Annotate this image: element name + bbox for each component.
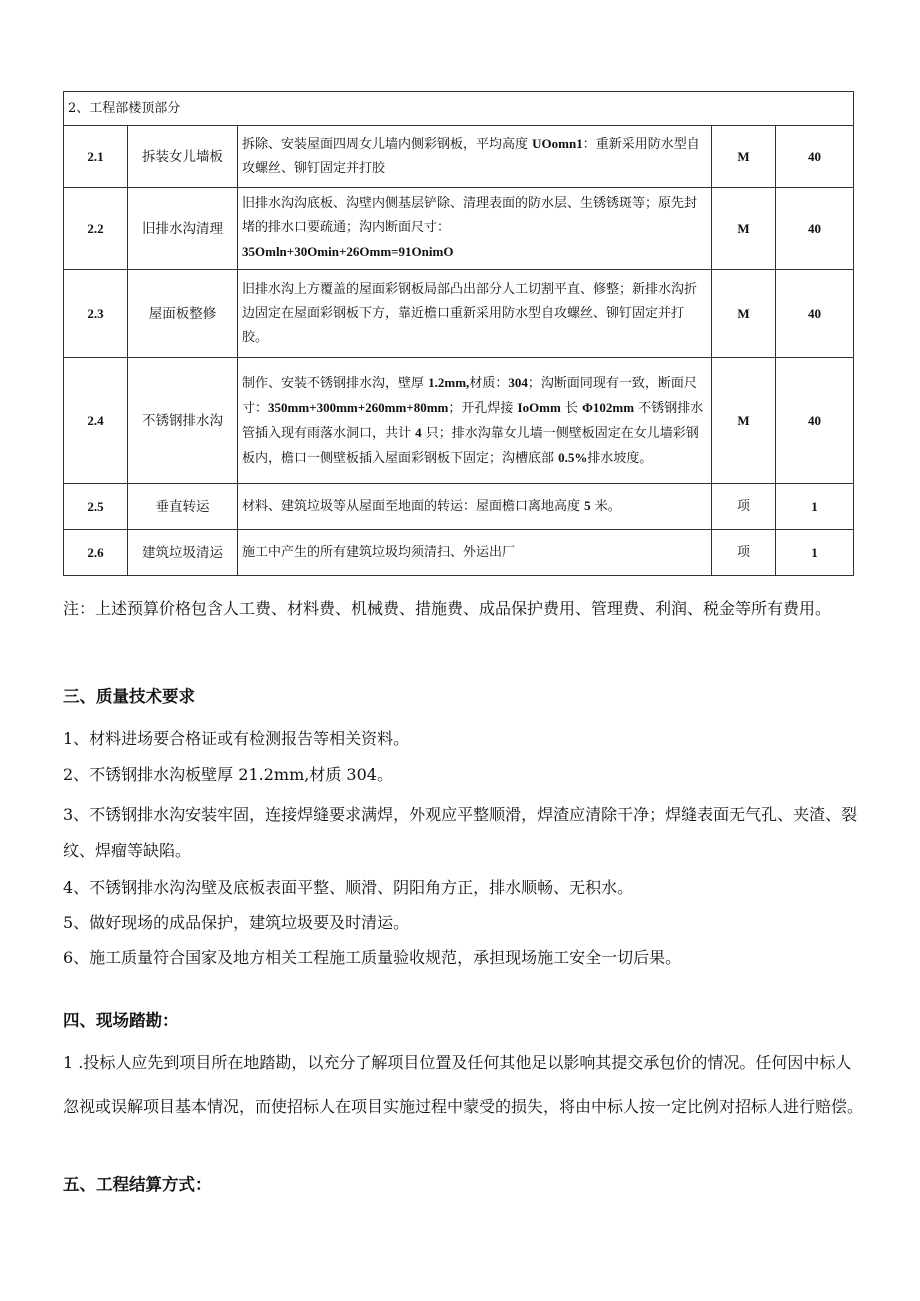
desc-text: 拆除、安装屋面四周女儿墙内侧彩钢板，平均高度	[242, 137, 533, 152]
item-quantity: 40	[776, 270, 854, 358]
item-name: 不锈钢排水沟	[128, 358, 238, 484]
requirement-item: 5、做好现场的成品保护，建筑垃圾要及时清运。	[63, 913, 410, 932]
desc-value: 1.2mm,	[428, 374, 470, 390]
item-description	[238, 530, 712, 576]
desc-text: 排水坡度。	[587, 450, 653, 466]
desc-value: UOomn1	[532, 136, 583, 151]
item-name: 旧排水沟清理	[128, 188, 238, 270]
desc-value: 0.5%	[558, 449, 588, 465]
desc-text: 不锈钢排水管插入现有雨落水洞口，共计	[242, 400, 704, 441]
desc-value: 4	[415, 424, 422, 440]
desc-text: ：重新采用防水型自攻螺丝、铆钉固定并打胶	[242, 137, 700, 176]
item-unit: M	[712, 126, 776, 188]
item-number: 2.6	[64, 530, 128, 576]
desc-text: ；沟断面同现有一致，断面尺寸：	[242, 375, 697, 416]
desc-value: Φ102mm	[582, 399, 635, 415]
desc-text: 材料、建筑垃圾等从屋面至地面的转运：屋面檐口离地高度	[242, 499, 585, 514]
desc-value: 35Omln+30Omin+26Omm=91OnimO	[242, 244, 454, 259]
item-unit: M	[712, 188, 776, 270]
section5-title: 五、工程结算方式：	[63, 1175, 212, 1194]
item-description	[238, 188, 712, 270]
item-name: 垂直转运	[128, 484, 238, 530]
requirement-item: 6、施工质量符合国家及地方相关工程施工质量验收规范，承担现场施工安全一切后果。	[63, 948, 682, 967]
item-unit: M	[712, 358, 776, 484]
item-number: 2.1	[64, 126, 128, 188]
item-description	[238, 270, 712, 358]
work-items-table	[63, 91, 854, 576]
table-row	[64, 484, 854, 530]
desc-value: 350mm+300mm+260mm+80mm	[268, 399, 449, 415]
table-row	[64, 530, 854, 576]
desc-text: 只；排水沟靠女儿墙一侧壁板固定在女儿墙彩钢板内，檐口一侧壁板插入屋面彩钢板下固定；沟槽底部	[242, 425, 699, 466]
section-title: 2、工程部楼顶部分	[64, 92, 854, 126]
desc-value: 5	[584, 498, 591, 513]
item-description	[238, 484, 712, 530]
desc-text: 长	[560, 400, 583, 416]
desc-text: 旧排水沟沟底板、沟壁内侧基层铲除、清理表面的防水层、生锈锈斑等；原先封堵的排水口要疏通；沟内断面尺寸：	[242, 196, 698, 235]
item-unit: 项	[712, 484, 776, 530]
table-row	[64, 188, 854, 270]
desc-text: 旧排水沟上方覆盖的屋面彩钢板局部凸出部分人工切割平直、修整；新排水沟折边固定在屋面彩钢板下方，靠近檐口重新采用防水型自攻螺丝、铆钉固定并打胶。	[242, 281, 698, 345]
desc-text: 米。	[590, 499, 621, 514]
requirement-item: 1、材料进场要合格证或有检测报告等相关资料。	[63, 729, 410, 748]
site-survey-text: 1 .投标人应先到项目所在地踏勘，以充分了解项目位置及任何其他足以影响其提交承包价的情况。任何因中标人忽视或误解项目基本情况，而使招标人在项目实施过程中蒙受的损失，将由中标人按一定比例对招标人进行赔偿。	[63, 1053, 864, 1116]
section3-title: 三、质量技术要求	[63, 687, 195, 706]
item-description	[238, 358, 712, 484]
section4-title: 四、现场踏勘：	[63, 1011, 179, 1030]
table-row	[64, 358, 854, 484]
item-number: 2.3	[64, 270, 128, 358]
item-description	[238, 126, 712, 188]
section-row	[64, 92, 854, 126]
desc-text: ；开孔焊接	[448, 400, 518, 416]
item-name: 拆装女儿墙板	[128, 126, 238, 188]
item-quantity: 40	[776, 188, 854, 270]
item-name: 屋面板整修	[128, 270, 238, 358]
table-row	[64, 270, 854, 358]
desc-text: 材质：	[469, 375, 509, 391]
item-number: 2.5	[64, 484, 128, 530]
desc-value: 304	[508, 374, 528, 390]
item-number: 2.2	[64, 188, 128, 270]
item-quantity: 40	[776, 126, 854, 188]
item-quantity: 1	[776, 484, 854, 530]
item-quantity: 40	[776, 358, 854, 484]
item-unit: M	[712, 270, 776, 358]
item-name: 建筑垃圾清运	[128, 530, 238, 576]
item-number: 2.4	[64, 358, 128, 484]
desc-text: 制作、安装不锈钢排水沟，壁厚	[242, 375, 429, 391]
requirement-item: 2、不锈钢排水沟板壁厚 21.2mm,材质 304。	[63, 765, 393, 784]
requirement-item: 4、不锈钢排水沟沟壁及底板表面平整、顺滑、阴阳角方正，排水顺畅、无积水。	[63, 878, 634, 897]
desc-value: IoOmm	[517, 399, 561, 415]
item-unit: 项	[712, 530, 776, 576]
requirement-item: 3、不锈钢排水沟安装牢固，连接焊缝要求满焊，外观应平整顺滑，焊渣应清除干净；焊缝表面无气孔、夹渣、裂纹、焊瘤等缺陷。	[63, 805, 858, 860]
price-note: 注：上述预算价格包含人工费、材料费、机械费、措施费、成品保护费用、管理费、利润、税金等所有费用。	[63, 599, 832, 618]
desc-text: 施工中产生的所有建筑垃圾均须清扫、外运出厂	[242, 544, 516, 560]
item-quantity: 1	[776, 530, 854, 576]
table-row	[64, 126, 854, 188]
